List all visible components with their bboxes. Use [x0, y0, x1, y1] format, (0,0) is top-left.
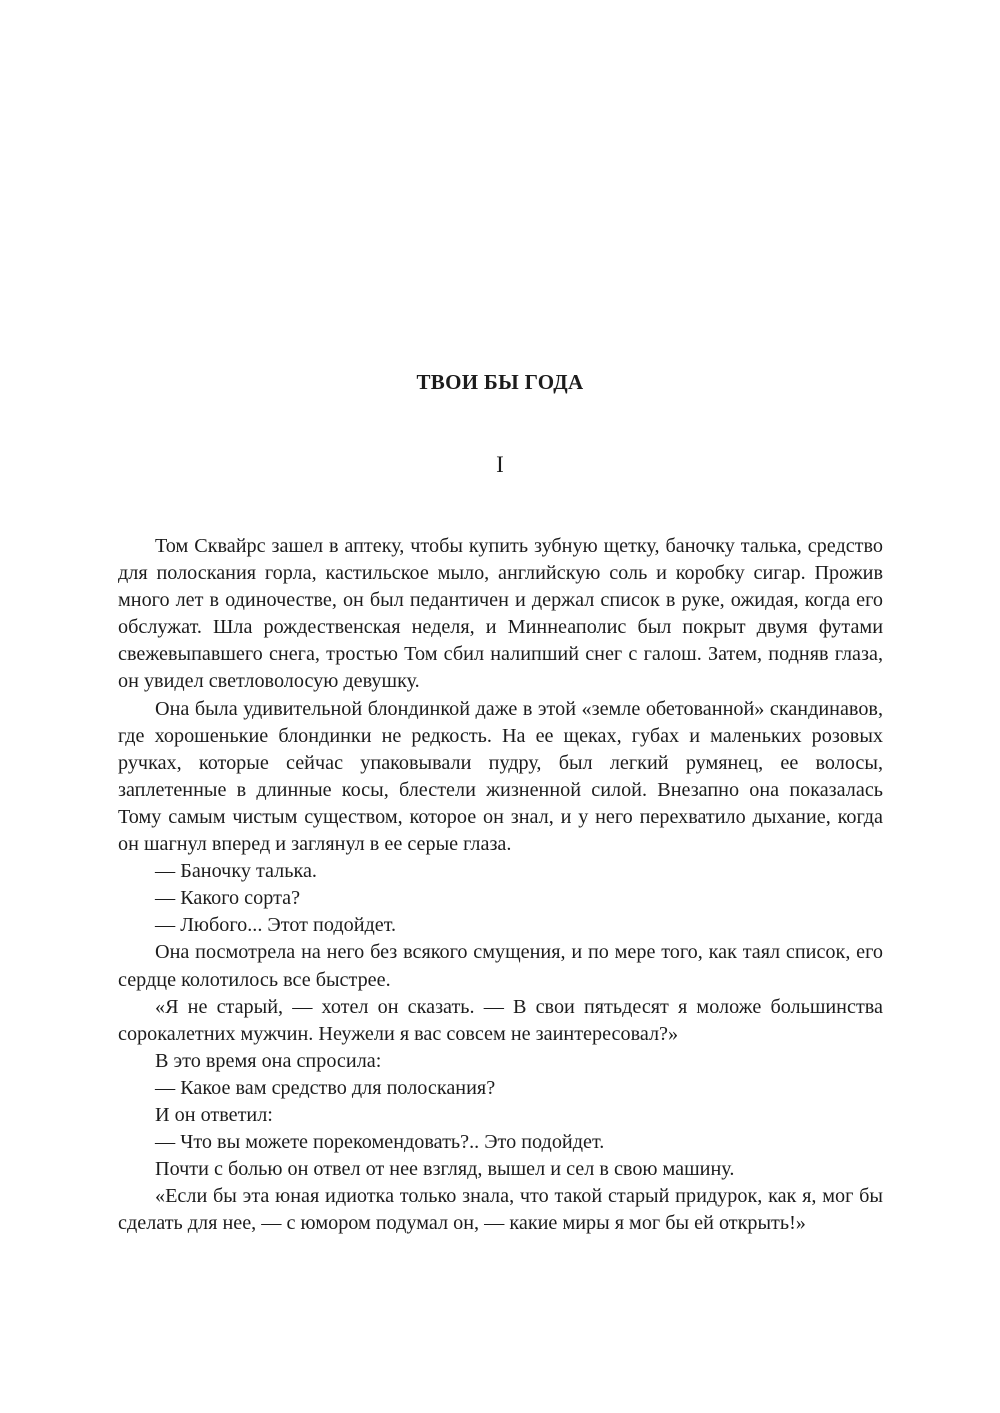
- dialogue-line: — Что вы можете порекомендовать?.. Это подойдет.: [155, 1131, 605, 1154]
- paragraph: «Если бы эта юная идиотка только знала, что такой старый придурок, как я, мог бы сделать для нее, — с юмором подумал он, — какие миры я мог бы ей открыть!»: [118, 1185, 883, 1235]
- paragraph: В это время она спросила:: [155, 1049, 382, 1072]
- paragraph: Она посмотрела на него без всякого смущения, и по мере того, как таял список, его сердце колотилось все быстрее.: [118, 941, 883, 991]
- paragraph: И он ответил:: [155, 1103, 273, 1126]
- dialogue-line: — Какое вам средство для полоскания?: [155, 1076, 496, 1099]
- dialogue-line: — Любого... Этот подойдет.: [155, 914, 397, 937]
- chapter-title: ТВОИ БЫ ГОДА: [416, 370, 584, 394]
- section-number: I: [496, 452, 504, 477]
- paragraph: Почти с болью он отвел от нее взгляд, вышел и сел в свою машину.: [155, 1158, 735, 1181]
- chapter-text: [118, 533, 883, 1237]
- paragraph: Она была удивительной блондинкой даже в этой «земле обетованной» скандинавов, где хорошенькие блондинки не редкость. На ее щеках, губах и маленьких розовых ручках, которые сейчас упаковывали пудру, был легкий румянец, ее волосы, заплетенные в длинные косы, блестели жизненной силой. Внезапно она показалась Тому самым чистым существом, которое он знал, и у него перехватило дыхание, когда он шагнул вперед и заглянул в ее серые глаза.: [118, 697, 883, 856]
- dialogue-line: — Баночку талька.: [155, 860, 317, 883]
- paragraph: «Я не старый, — хотел он сказать. — В свои пятьдесят я моложе большинства сорокалетних мужчин. Неужели я вас совсем не заинтересовал?»: [118, 995, 883, 1045]
- paragraph: Том Сквайрс зашел в аптеку, чтобы купить зубную щетку, баночку талька, средство для полоскания горла, кастильское мыло, английскую соль и коробку сигар. Прожив много лет в одиночестве, он был педантичен и держал список в руке, ожидая, когда его обслужат. Шла рождественская неделя, и Миннеаполис был покрыт двумя футами свежевыпавшего снега, тростью Том сбил налипший снег с галош. Затем, подняв глаза, он увидел светловолосую девушку.: [118, 535, 883, 693]
- dialogue-line: — Какого сорта?: [155, 887, 301, 910]
